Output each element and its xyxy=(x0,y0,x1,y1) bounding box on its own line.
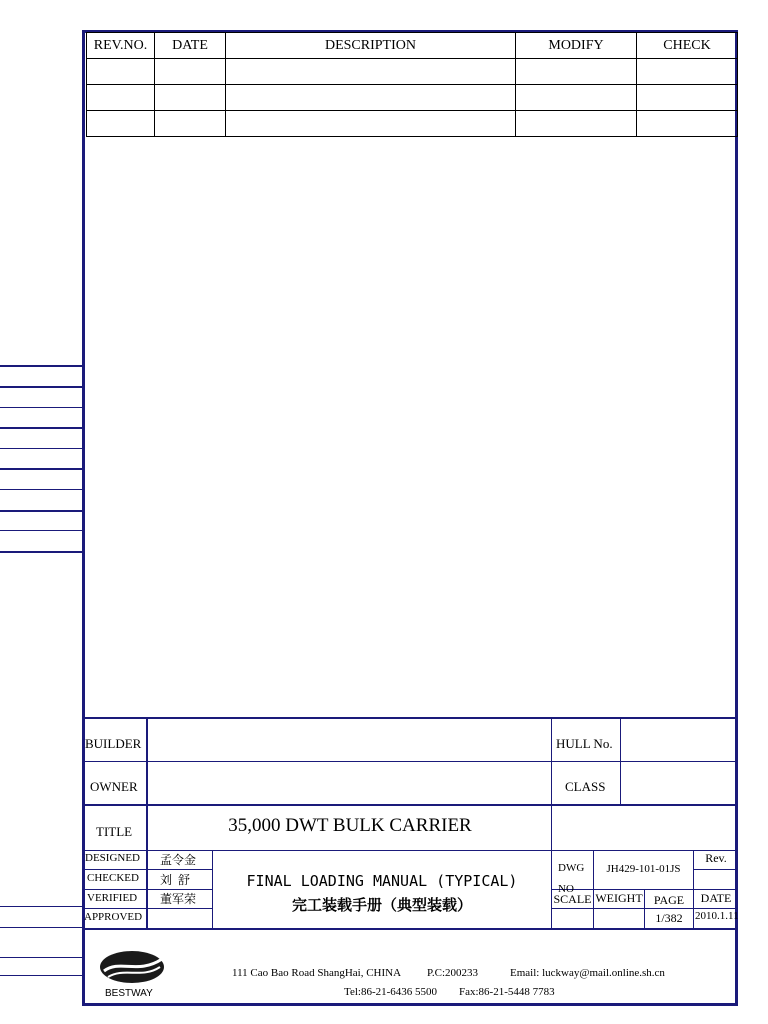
doc-title-cn: 完工装载手册（典型装载） xyxy=(291,896,472,914)
doc-title-en: FINAL LOADING MANUAL (TYPICAL) xyxy=(246,872,518,890)
revision-table xyxy=(86,32,738,137)
weight-label: WEIGHT xyxy=(595,891,643,905)
page-label: PAGE xyxy=(653,893,685,907)
tel-text: Tel:86-21-6436 5500 xyxy=(344,986,438,998)
scale-label: SCALE xyxy=(553,892,592,906)
owner-label: OWNER xyxy=(90,779,138,794)
title-value: 35,000 DWT BULK CARRIER xyxy=(228,815,472,836)
table-row xyxy=(87,85,738,111)
col-description: DESCRIPTION xyxy=(226,33,516,59)
verified-label: VERIFIED xyxy=(87,892,138,904)
designed-label: DESIGNED xyxy=(85,852,140,864)
col-date: DATE xyxy=(155,33,226,59)
col-rev-no: REV.NO. xyxy=(87,33,155,59)
address-text: 111 Cao Bao Road ShangHai, CHINA xyxy=(232,967,402,979)
checked-label: CHECKED xyxy=(87,872,139,884)
builder-label: BUILDER xyxy=(85,736,142,751)
postcode-text: P.C:200233 xyxy=(427,967,479,979)
class-label: CLASS xyxy=(565,779,606,794)
dwg-value: JH429-101-01JS xyxy=(606,863,681,875)
verified-name: 董军荣 xyxy=(160,892,197,906)
fax-text: Fax:86-21-5448 7783 xyxy=(459,986,555,998)
col-check: CHECK xyxy=(637,33,738,59)
date-label: DATE xyxy=(700,891,732,905)
page-value: 1/382 xyxy=(655,911,683,925)
approved-label: APPROVED xyxy=(84,911,143,923)
revision-table-header xyxy=(87,33,738,59)
bestway-logo xyxy=(98,949,170,989)
date-value: 2010.1.11 xyxy=(695,910,739,922)
checked-name: 刘 舒 xyxy=(160,873,191,887)
logo-text: BESTWAY xyxy=(105,988,153,999)
email-text: Email: luckway@mail.online.sh.cn xyxy=(510,967,665,979)
col-modify: MODIFY xyxy=(516,33,637,59)
title-label: TITLE xyxy=(96,824,133,839)
designed-name: 孟令金 xyxy=(160,853,197,867)
table-row xyxy=(87,59,738,85)
dwg-label: DWG NO xyxy=(558,862,585,895)
table-row xyxy=(87,111,738,137)
rev-label: Rev. xyxy=(705,851,727,865)
hull-label: HULL No. xyxy=(556,736,613,751)
